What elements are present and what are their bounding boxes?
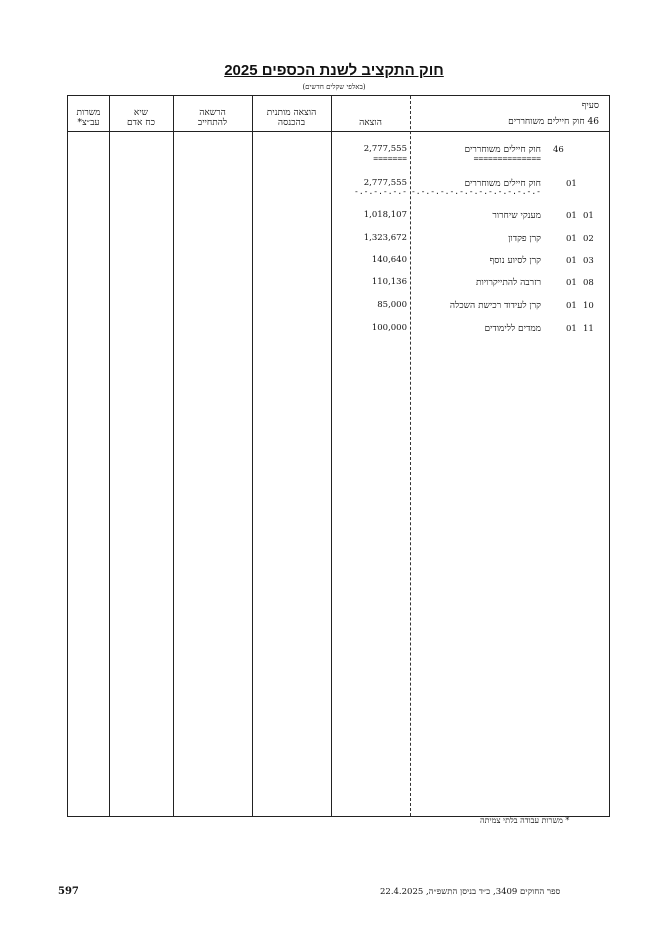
page-subtitle: (באלפי שקלים חדשים) xyxy=(302,83,366,91)
row-amount-rule: ======= xyxy=(373,154,407,163)
row-amount: 100,000 xyxy=(371,323,407,333)
row-amount: 2,777,555 xyxy=(363,144,407,154)
header-divider xyxy=(68,131,609,132)
row-amount: 140,640 xyxy=(371,255,407,265)
row-code-group: 01 xyxy=(566,324,577,334)
budget-table xyxy=(67,95,610,817)
header-commitment-line1: הרשאה xyxy=(199,108,226,118)
header-seif xyxy=(508,101,599,127)
row-name: מענקי שיחרור xyxy=(492,211,541,221)
col-divider xyxy=(331,96,332,816)
header-conditional xyxy=(252,108,331,128)
row-code-item: 03 xyxy=(583,256,594,266)
row-name: ממדים ללימודים xyxy=(484,324,541,334)
row-name: חוק חיילים משוחררים xyxy=(464,145,541,155)
header-jobs xyxy=(68,108,109,128)
row-amount: 2,777,555 xyxy=(363,178,407,188)
page-title: חוק התקציב לשנת הכספים 2025 xyxy=(224,62,444,79)
header-jobs-line2: עב״צ* xyxy=(77,118,100,128)
header-seif-number: 46 xyxy=(587,117,599,127)
header-manpower-line1: שיא xyxy=(133,108,149,118)
row-code-item: 08 xyxy=(583,278,594,288)
row-code-group: 01 xyxy=(566,211,577,221)
header-commitment-line2: להתחייב xyxy=(197,118,228,128)
row-name-rule: -.-.-.-.-.-.-.-.-.-.-.-.-.- xyxy=(410,187,541,196)
row-code-item: 11 xyxy=(583,324,594,334)
row-code: 46 xyxy=(553,145,564,155)
header-seif-line2 xyxy=(508,117,599,127)
header-conditional-line1: הוצאה מותנית xyxy=(266,108,317,118)
row-code-item: 10 xyxy=(583,301,594,311)
publication-info: ספר החוקים 3409, כ״ד בניסן התשפ״ה, 22.4.2025 xyxy=(380,887,561,897)
row-code-group: 01 xyxy=(566,256,577,266)
row-code-item: 01 xyxy=(583,211,594,221)
header-seif-label: סעיף xyxy=(581,101,599,111)
row-name: קרן פקדון xyxy=(508,234,541,244)
row-code-group: 01 xyxy=(566,301,577,311)
header-manpower-line2: כח אדם xyxy=(127,118,155,128)
row-name: חוק חיילים משוחררים xyxy=(464,179,541,189)
col-divider xyxy=(410,96,411,816)
header-manpower xyxy=(109,108,173,128)
col-divider xyxy=(173,96,174,816)
row-name: קרן לעידוד רכישת השכלה xyxy=(449,301,541,311)
header-seif-name: חוק חיילים משוחררים xyxy=(508,117,585,127)
page-number: 597 xyxy=(58,886,79,897)
row-amount: 85,000 xyxy=(377,300,407,310)
row-name: רזרבה להתייקרויות xyxy=(475,278,541,288)
row-name-rule: ============== xyxy=(473,154,541,163)
row-code-group: 01 xyxy=(566,234,577,244)
row-code-item: 02 xyxy=(583,234,594,244)
row-amount: 110,136 xyxy=(371,277,407,287)
header-expense: הוצאה xyxy=(359,118,382,128)
header-commitment xyxy=(173,108,252,128)
header-jobs-line1: משרות xyxy=(76,108,101,118)
header-conditional-line2: בהכנסה xyxy=(277,118,306,128)
row-amount-rule: -.-.-.-.-.- xyxy=(354,187,407,196)
col-divider xyxy=(252,96,253,816)
row-code-group: 01 xyxy=(566,278,577,288)
row-amount: 1,323,672 xyxy=(363,233,407,243)
row-name: קרן לסיוע נוסף xyxy=(489,256,541,266)
col-divider xyxy=(109,96,110,816)
row-amount: 1,018,107 xyxy=(363,210,407,220)
row-code: 01 xyxy=(566,179,577,189)
footnote: * משרות עבודה בלתי צמיתה xyxy=(480,816,570,825)
